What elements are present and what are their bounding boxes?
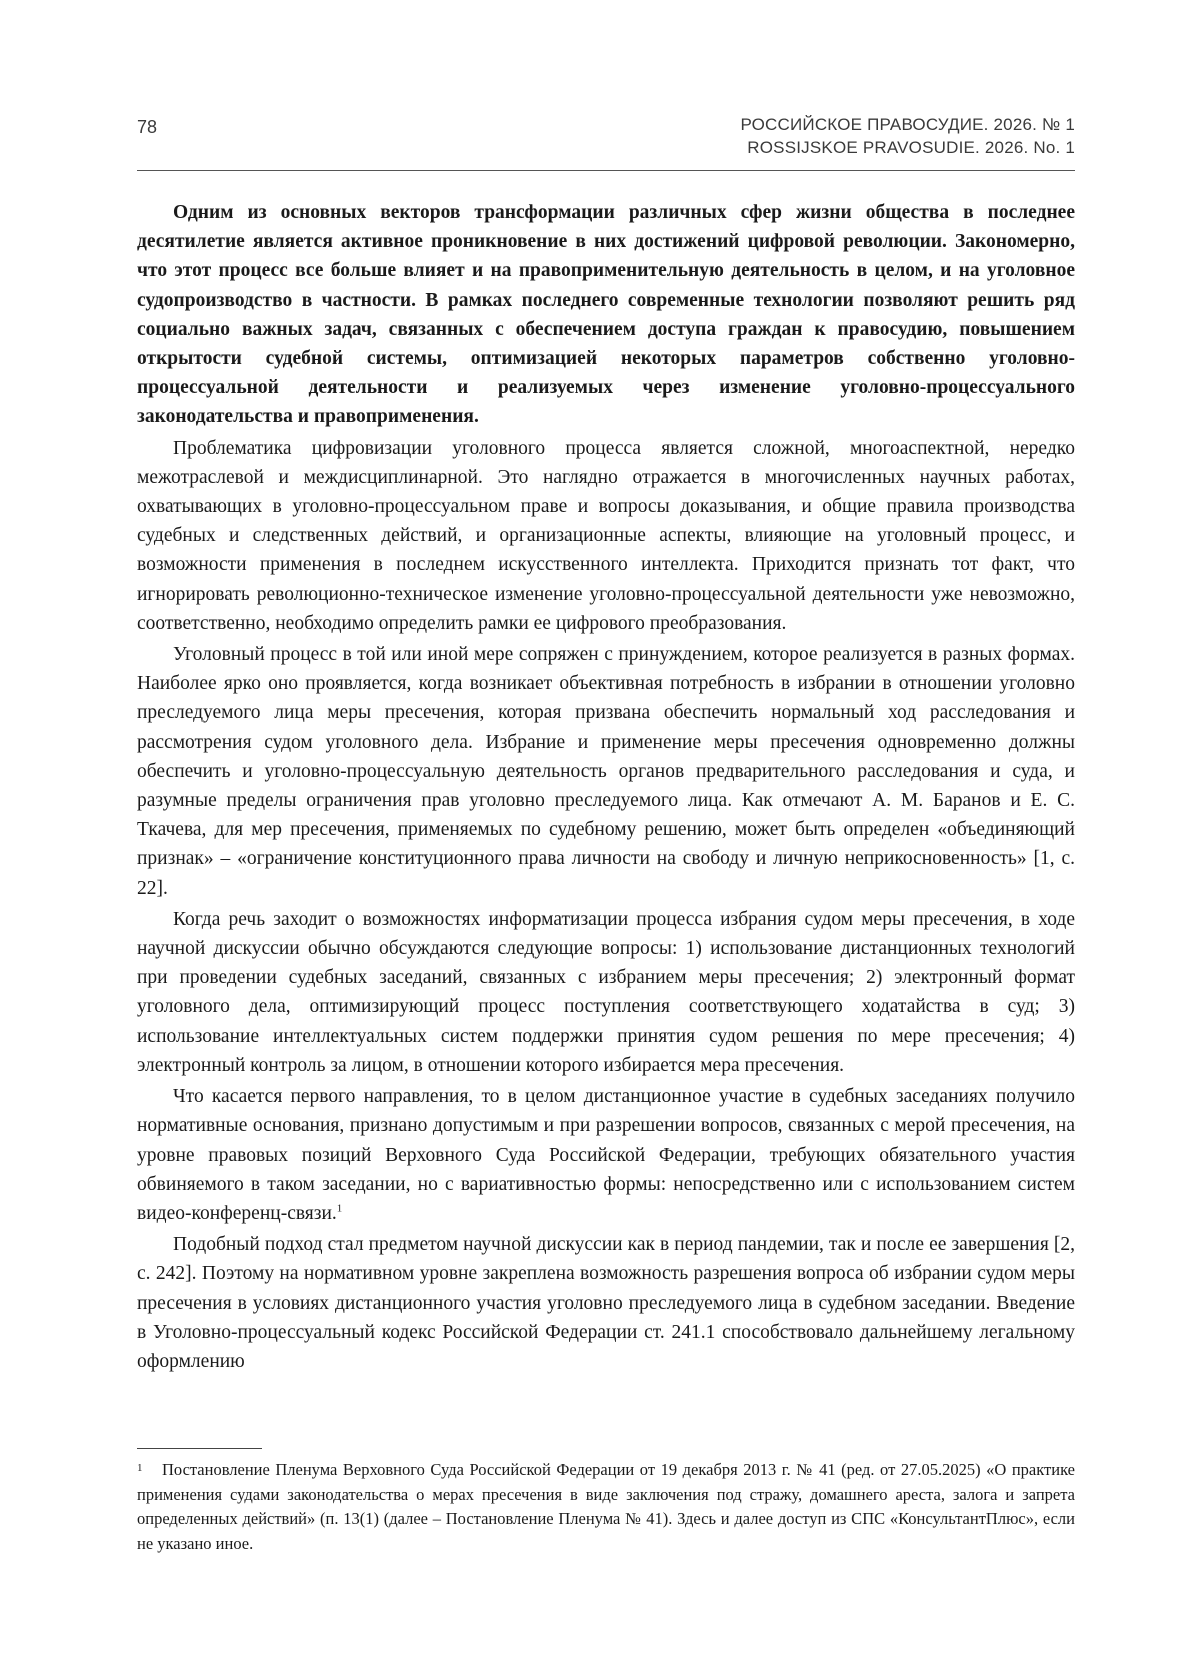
body-paragraph-5: Подобный подход стал предметом научной дискуссии как в период пандемии, так и после ее завершения [2, с. 242]. Поэтому на нормативном уровне закреплена возможность разрешения вопроса об избрании судом меры пресечения в условиях дистанционного участия уголовно преследуемого лица в судебном заседании. Введение в Уголовно-процессуальный кодекс Российской Федерации ст. 241.1 способствовало дальнейшему легальному оформлению	[137, 1234, 1075, 1372]
footnote-reference-1[interactable]: 1	[336, 1202, 343, 1215]
article-body	[137, 198, 1075, 1376]
page-number: 78	[137, 117, 158, 137]
journal-title-en: ROSSIJSKOE PRAVOSUDIE. 2026. No. 1	[747, 138, 1075, 157]
footnote-1	[137, 1458, 1075, 1556]
header-divider	[137, 170, 1075, 171]
running-title	[740, 113, 1075, 159]
body-paragraph-2: Уголовный процесс в той или иной мере сопряжен с принуждением, которое реализуется в разных формах. Наиболее ярко оно проявляется, когда возникает объективная потребность в избрании в отношении уголовно преследуемого лица меры пресечения, которая призвана обеспечить нормальный ход расследования и рассмотрения судом уголовного дела. Избрание и применение меры пресечения одновременно должны обеспечить и уголовно-процессуальную деятельность органов предварительного расследования и суда, и разумные пределы ограничения прав уголовно преследуемого лица. Как отмечают А. М. Баранов и Е. С. Ткачева, для мер пресечения, применяемых по судебному решению, может быть определен «объединяющий признак» – «ограничение конституционного права личности на свободу и личную неприкосновенность» [1, с. 22].	[137, 644, 1075, 899]
footnotes	[137, 1458, 1075, 1556]
body-paragraph-1: Проблематика цифровизации уголовного процесса является сложной, многоаспектной, нередко межотраслевой и междисциплинарной. Это наглядно отражается в многочисленных научных работах, охватывающих в уголовно-процессуальном праве и вопросы доказывания, и общие правила производства судебных и следственных действий, и организационные аспекты, влияющие на уголовный процесс, и возможности применения в последнем искусственного интеллекта. Приходится признать тот факт, что игнорировать революционно-техническое изменение уголовно-процессуальной деятельности уже невозможно, соответственно, необходимо определить рамки ее цифрового преобразования.	[137, 437, 1075, 634]
body-paragraph-3: Когда речь заходит о возможностях информатизации процесса избрания судом меры пресечения, в ходе научной дискуссии обычно обсуждаются следующие вопросы: 1) использование дистанционных технологий при проведении судебных заседаний, связанных с избранием меры пресечения; 2) электронный формат уголовного дела, оптимизирующий процесс поступления соответствующего ходатайства в суд; 3) использование интеллектуальных систем поддержки принятия судом решения по мере пресечения; 4) электронный контроль за лицом, в отношении которого избирается мера пресечения.	[137, 908, 1075, 1076]
body-paragraph-4-text: Что касается первого направления, то в целом дистанционное участие в судебных заседаниях получило нормативные основания, признано допустимым и при разрешении вопросов, связанных с мерой пресечения, на уровне правовых позиций Верховного Суда Российской Федерации, требующих обязательного участия обвиняемого в таком заседании, но с вариативностью формы: непосредственно или с использованием систем видео-конференц-связи	[137, 1086, 1075, 1224]
journal-title-ru: РОССИЙСКОЕ ПРАВОСУДИЕ. 2026. № 1	[740, 115, 1075, 134]
abstract: Одним из основных векторов трансформации различных сфер жизни общества в последнее десятилетие является активное проникновение в них достижений цифровой революции. Закономерно, что этот процесс все больше влияет и на правоприменительную деятельность в целом, и на уголовное судопроизводство в частности. В рамках последнего современные технологии позволяют решить ряд социально важных задач, связанных с обеспечением доступа граждан к правосудию, повышением открытости судебной системы, оптимизацией некоторых параметров собственно уголовно-процессуальной деятельности и реализуемых через изменение уголовно-процессуального законодательства и правоприменения.	[137, 202, 1075, 428]
body-paragraph-4: Что касается первого направления, то в целом дистанционное участие в судебных заседаниях получило нормативные основания, признано допустимым и при разрешении вопросов, связанных с мерой пресечения, на уровне правовых позиций Верховного Суда Российской Федерации, требующих обязательного участия обвиняемого в таком заседании, но с вариативностью формы: непосредственно или с использованием систем видео-конференц-связи.$^1$	[137, 1086, 1075, 1224]
footnote-divider	[137, 1448, 262, 1449]
footnote-text: Постановление Пленума Верховного Суда Российской Федерации от 19 декабря 2013 г. № 41 (ред. от 27.05.2025) «О практике применения судами законодательства о мерах пресечения в виде заключения под стражу, домашнего ареста, залога и запрета определенных действий» (п. 13(1) (далее – Постановление Пленума № 41). Здесь и далее доступ из СПС «КонсультантПлюс», если не указано иное.	[137, 1460, 1075, 1553]
footnote-mark: 1	[137, 1462, 143, 1474]
